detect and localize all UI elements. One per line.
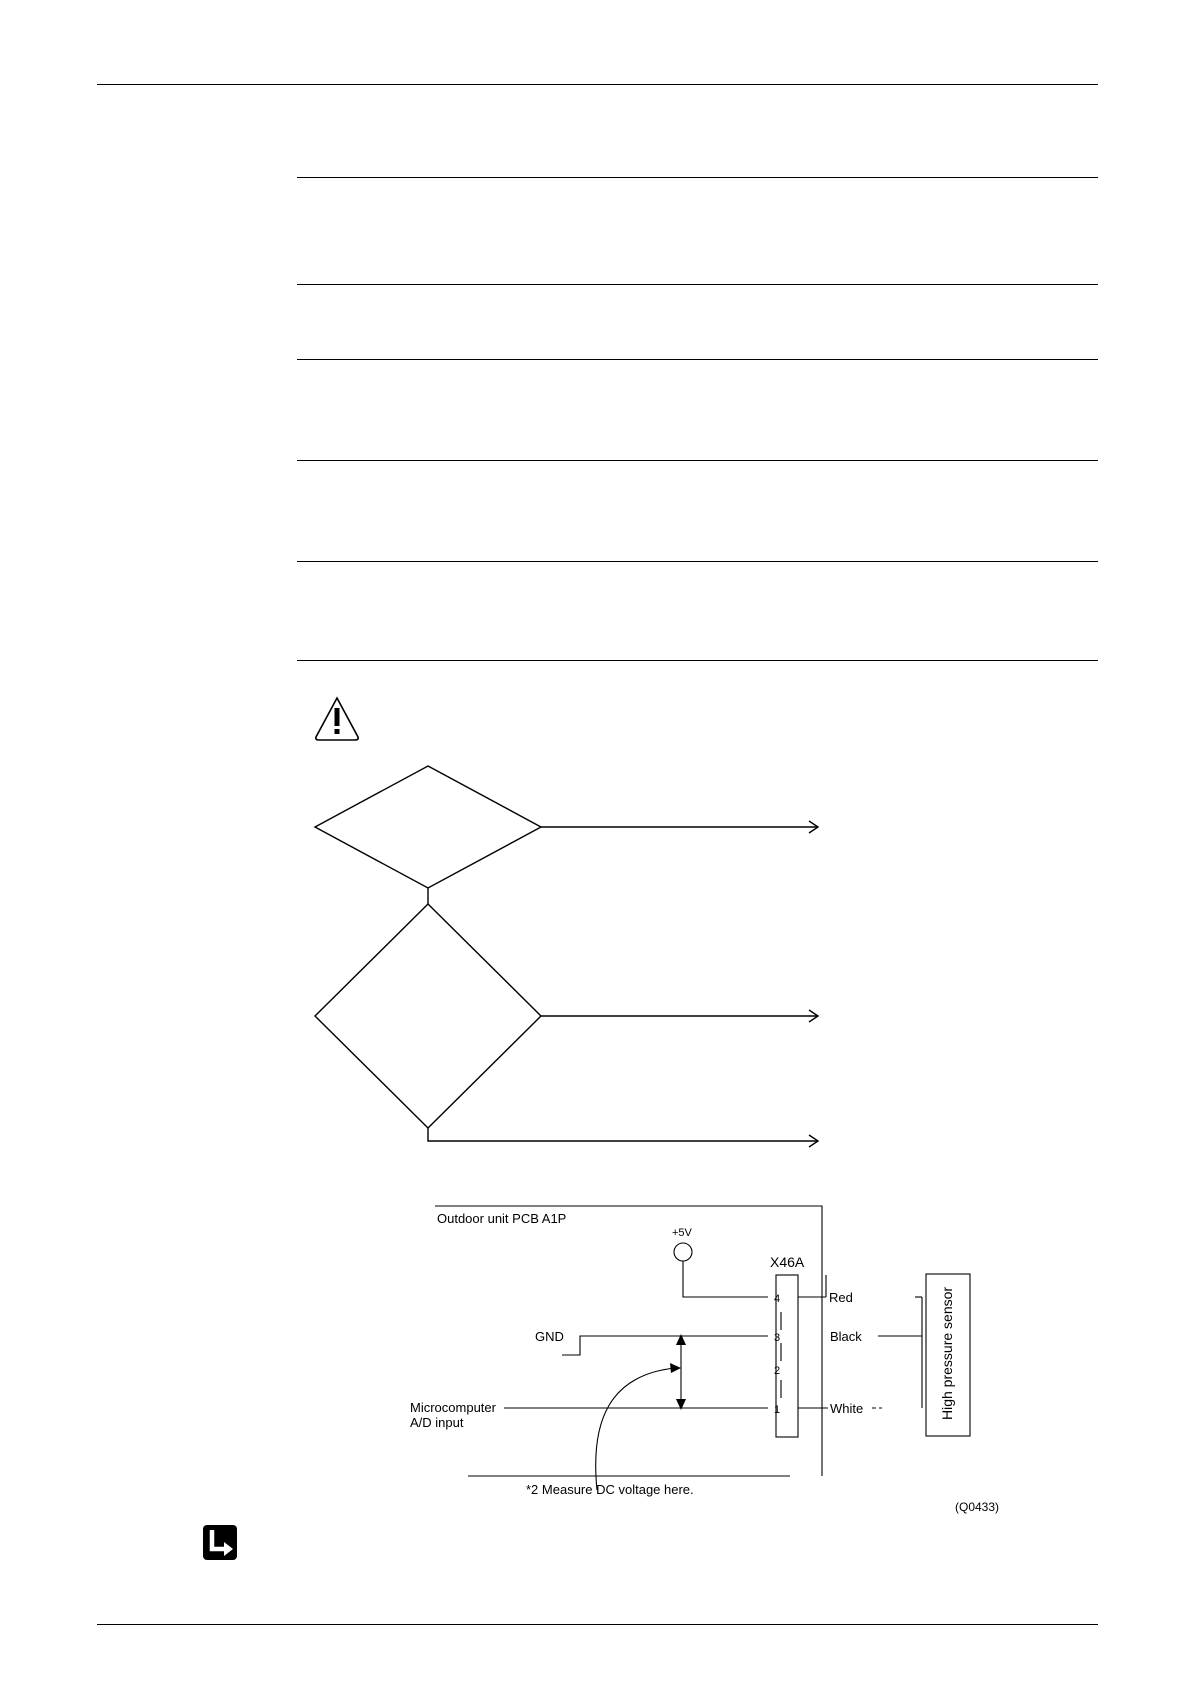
wire-label-white: White bbox=[830, 1401, 864, 1416]
measure-note: *2 Measure DC voltage here. bbox=[526, 1482, 694, 1497]
supply-terminal bbox=[674, 1243, 692, 1261]
board-label: Outdoor unit PCB A1P bbox=[437, 1211, 567, 1226]
wire-label-red: Red bbox=[829, 1290, 853, 1305]
input-label-2: A/D input bbox=[410, 1415, 464, 1430]
input-label: Microcomputer bbox=[410, 1400, 496, 1415]
connector-label: X46A bbox=[770, 1254, 805, 1270]
pin-4: 4 bbox=[774, 1293, 781, 1305]
figure-code: (Q0433) bbox=[955, 1500, 1000, 1514]
supply-label: +5V bbox=[672, 1227, 692, 1239]
pcb-outline bbox=[435, 1206, 822, 1476]
pin-3: 3 bbox=[774, 1332, 781, 1344]
return-arrow-icon bbox=[203, 1525, 237, 1560]
supply-wire bbox=[683, 1261, 768, 1297]
gnd-wire bbox=[562, 1336, 768, 1355]
sensor-label: High pressure sensor bbox=[939, 1286, 955, 1420]
gnd-label: GND bbox=[535, 1329, 564, 1344]
pin-1: 1 bbox=[774, 1404, 781, 1416]
wire-label-black: Black bbox=[830, 1329, 862, 1344]
pin-2: 2 bbox=[774, 1365, 781, 1377]
